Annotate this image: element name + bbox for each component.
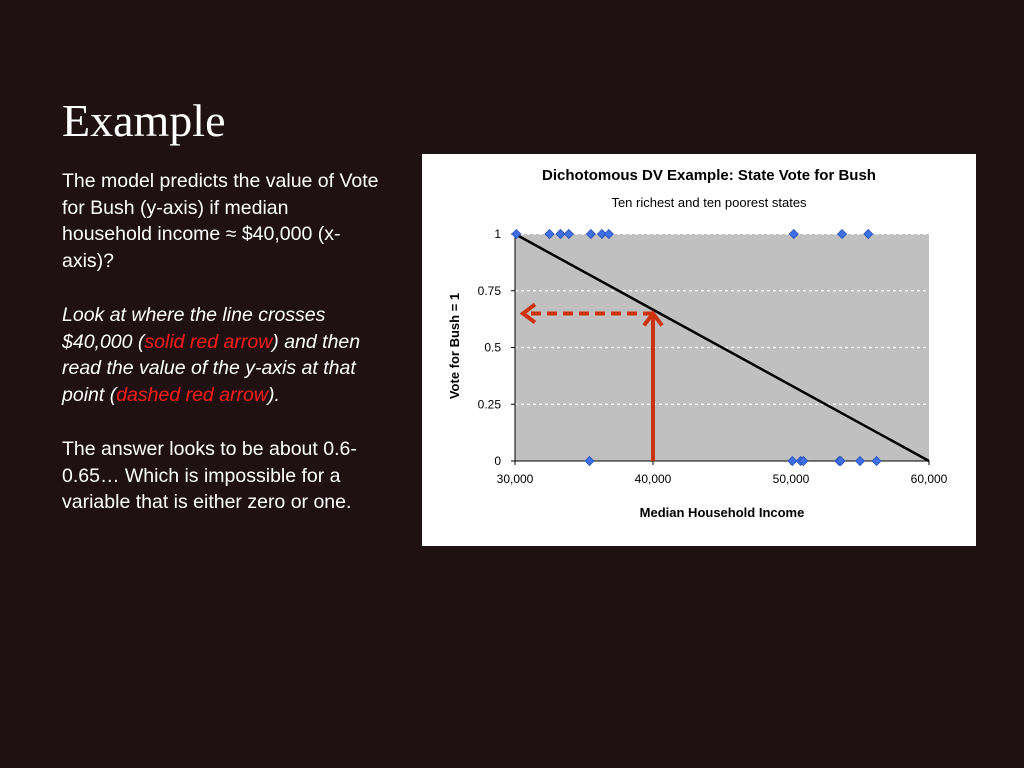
- x-tick-label: 50,000: [772, 472, 810, 486]
- x-tick-label: 40,000: [634, 472, 672, 486]
- instructions-text-3: ).: [267, 383, 280, 406]
- paragraph-instructions: [62, 302, 382, 408]
- slide-title: Example: [62, 95, 226, 146]
- x-tick-label: 60,000: [910, 472, 948, 486]
- y-tick-label: 0: [494, 454, 501, 468]
- y-tick-label: 1: [494, 227, 501, 241]
- y-tick-label: 0.5: [484, 340, 501, 355]
- scatter-chart: [422, 154, 976, 546]
- chart-subtitle: Ten richest and ten poorest states: [611, 195, 807, 210]
- chart-panel: [422, 154, 976, 546]
- instructions-text-2: ) and then read the value of the y-axis at that point (: [62, 330, 361, 406]
- instructions-text-1: Look at where the line crosses $40,000 (: [62, 304, 326, 353]
- paragraph-question: The model predicts the value of Vote for Bush (y-axis) if median household income ≈ $40,000 (x-axis)?: [62, 170, 379, 272]
- x-tick-label: 30,000: [496, 472, 534, 486]
- y-tick-label: 0.75: [477, 283, 501, 298]
- x-axis-label: Median Household Income: [639, 505, 805, 520]
- body-text: [62, 168, 382, 544]
- solid-red-arrow-label: solid red arrow: [144, 330, 273, 353]
- y-axis-label: Vote for Bush = 1: [447, 292, 462, 400]
- paragraph-answer: The answer looks to be about 0.6-0.65… Which is impossible for a variable that is either zero or one.: [62, 438, 357, 513]
- y-tick-label: 0.25: [477, 397, 501, 412]
- chart-title: Dichotomous DV Example: State Vote for Bush: [542, 167, 876, 184]
- dashed-red-arrow-label: dashed red arrow: [116, 383, 268, 406]
